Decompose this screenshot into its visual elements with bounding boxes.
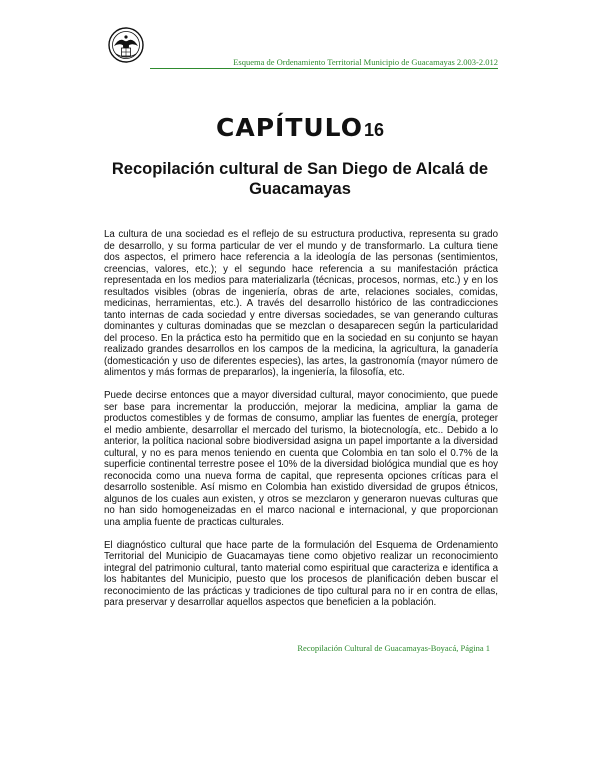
header-divider (150, 68, 498, 69)
page-title: Recopilación cultural de San Diego de Alcalá de Guacamayas (111, 160, 489, 198)
chapter-number: 16 (363, 120, 384, 140)
municipal-seal-icon (108, 27, 144, 63)
body-text (104, 229, 498, 620)
chapter-heading (0, 113, 600, 142)
paragraph: El diagnóstico cultural que hace parte de la formulación del Esquema de Ordenamiento Territorial del Municipio de Guacamayas tiene como objetivo realizar un reconocimiento integral del patrimonio cultural, tanto material como espiritual que caracteriza e identifica a los habitantes del Municipio, puesto que los procesos de planificación deben buscar el reconocimiento de las prácticas y tradiciones de tipo cultural para no ir en contra de ellas, para preservar y desarrollar aquellos aspectos que beneficien a la población. (104, 539, 498, 608)
running-header: Esquema de Ordenamiento Territorial Municipio de Guacamayas 2.003-2.012 (233, 57, 498, 67)
chapter-label: CAPÍTULO (216, 113, 363, 142)
page-footer: Recopilación Cultural de Guacamayas-Boyacá, Página 1 (297, 643, 490, 653)
paragraph: La cultura de una sociedad es el reflejo de su estructura productiva, representa su grado de desarrollo, y su forma particular de ver el mundo y de transformarlo. La cultura tiene dos aspectos, el primero hace referencia a la ideología de las personas (sentimientos, creencias, valores, etc.); y el segundo hace referencia a su manifestación práctica representada en los medios para materializarla (técnicas, procesos, normas, etc.) y en los resultados visibles (obras de ingeniería, obras de arte, relaciones sociales, comidas, medicinas, herramientas, etc.). A través del desarrollo histórico de las contradicciones tanto internas de cada sociedad y entre diversas sociedades, se van generando culturas dominantes y culturas dominadas que se mezclan o desaparecen según la particularidad del proceso. En la práctica esto ha permitido que en la sociedad en su conjunto se hayan realizado grandes desarrollos en los campos de la medicina, la agricultura, la ganadería (domesticación y uso de diferentes especies), las artes, la gastronomía (mayor número de alimentos y más formas de prepararlos), la ingeniería, la filosofía, etc. (104, 229, 498, 378)
paragraph: Puede decirse entonces que a mayor diversidad cultural, mayor conocimiento, que puede ser base para incrementar la producción, mejorar la medicina, ampliar la gama de productos comestibles y de formas de consumo, ampliar las fuentes de energía, proteger el medio ambiente, desarrollar el mercado del turismo, la biotecnología, etc.. Debido a lo anterior, la política nacional sobre biodiversidad asigna un papel importante a la diversidad cultural, y no es para menos teniendo en cuenta que Colombia en tan solo el 0.7% de la superficie continental terrestre posee el 10% de la diversidad biológica mundial que es hoy reconocida como una nueva forma de capital, que representa opciones críticas para el desarrollo sostenible. Así mismo en Colombia han existido diversidad de grupos étnicos, algunos de los cuales aun existen, y otros se mezclaron y generaron nuevas culturas que no han sido homogeneizadas en el marco nacional e internacional, y que proporcionan una amplia fuente de practicas culturales. (104, 390, 498, 528)
